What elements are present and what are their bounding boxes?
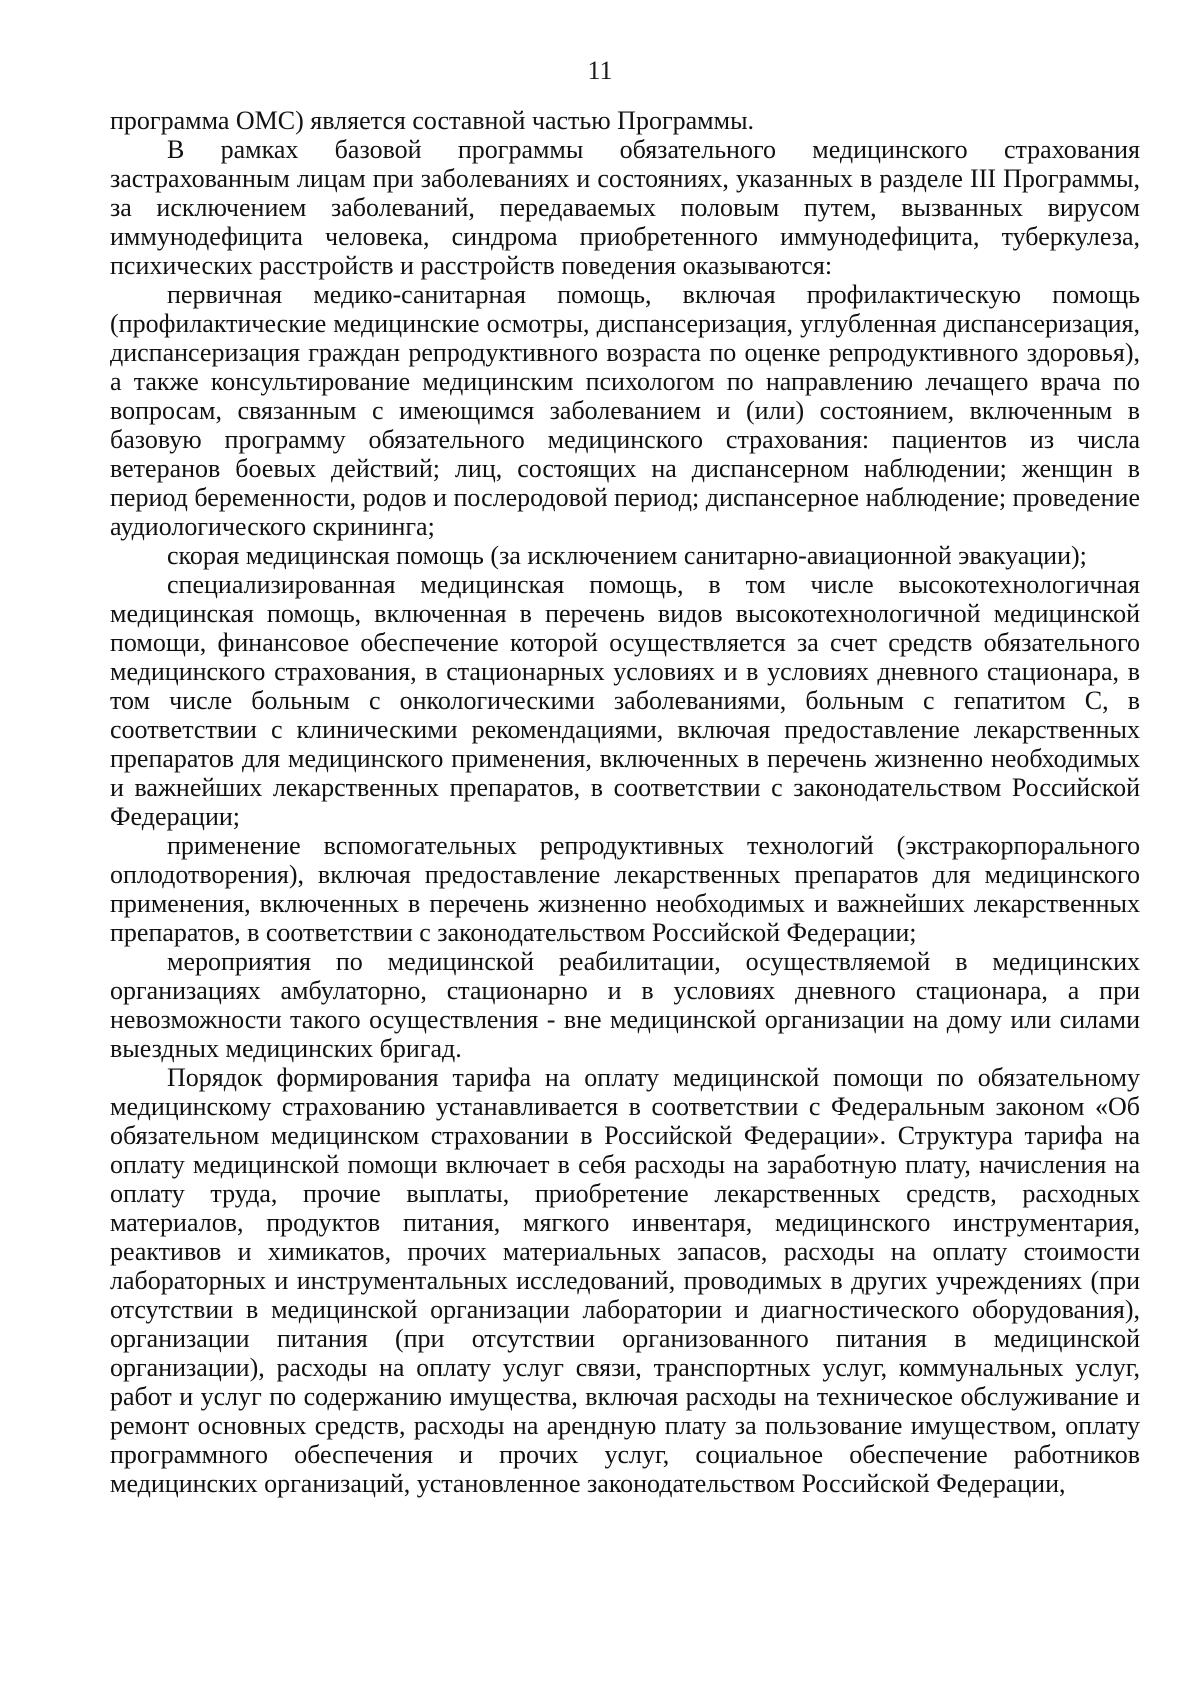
paragraph-7: мероприятия по медицинской реабилитации, осуществляемой в медицинских организациях амбулаторно, стационарно и в условиях дневного стационара, а при невозможности такого осуществления - вне медицинской организации на дому или силами выездных медицинских бригад. bbox=[110, 947, 1140, 1063]
paragraph-1: программа ОМС) является составной частью Программы. bbox=[110, 106, 755, 135]
page-number: 11 bbox=[587, 56, 613, 85]
paragraph-4: скорая медицинская помощь (за исключением санитарно-авиационной эвакуации); bbox=[167, 541, 1087, 570]
paragraph-3: первичная медико-санитарная помощь, включая профилактическую помощь (профилактические медицинские осмотры, диспансеризация, углубленная диспансеризация, диспансеризация граждан репродуктивного возраста по оценке репродуктивного здоровья), а также консультирование медицинским психологом по направлению лечащего врача по вопросам, связанным с имеющимся заболеванием и (или) состоянием, включенным в базовую программу обязательного медицинского страхования: пациентов из числа ветеранов боевых действий; лиц, состоящих на диспансерном наблюдении; женщин в период беременности, родов и послеродовой период; диспансерное наблюдение; проведение аудиологического скрининга; bbox=[110, 280, 1140, 541]
paragraph-5: специализированная медицинская помощь, в том числе высокотехнологичная медицинская помощь, включенная в перечень видов высокотехнологичной медицинской помощи, финансовое обеспечение которой осуществляется за счет средств обязательного медицинского страхования, в стационарных условиях и в условиях дневного стационара, в том числе больным с онкологическими заболеваниями, больным с гепатитом С, в соответствии с клиническими рекомендациями, включая предоставление лекарственных препаратов для медицинского применения, включенных в перечень жизненно необходимых и важнейших лекарственных препаратов, в соответствии с законодательством Российской Федерации; bbox=[110, 570, 1140, 831]
document-body bbox=[110, 106, 1140, 1498]
paragraph-8: Порядок формирования тарифа на оплату медицинской помощи по обязательному медицинскому страхованию устанавливается в соответствии с Федеральным законом «Об обязательном медицинском страховании в Российской Федерации». Структура тарифа на оплату медицинской помощи включает в себя расходы на заработную плату, начисления на оплату труда, прочие выплаты, приобретение лекарственных средств, расходных материалов, продуктов питания, мягкого инвентаря, медицинского инструментария, реактивов и химикатов, прочих материальных запасов, расходы на оплату стоимости лабораторных и инструментальных исследований, проводимых в других учреждениях (при отсутствии в медицинской организации лаборатории и диагностического оборудования), организации питания (при отсутствии организованного питания в медицинской организации), расходы на оплату услуг связи, транспортных услуг, коммунальных услуг, работ и услуг по содержанию имущества, включая расходы на техническое обслуживание и ремонт основных средств, расходы на арендную плату за пользование имуществом, оплату программного обеспечения и прочих услуг, социальное обеспечение работников медицинских организаций, установленное законодательством Российской Федерации, bbox=[110, 1063, 1140, 1498]
paragraph-2: В рамках базовой программы обязательного медицинского страхования застрахованным лицам при заболеваниях и состояниях, указанных в разделе III Программы, за исключением заболеваний, передаваемых половым путем, вызванных вирусом иммунодефицита человека, синдрома приобретенного иммунодефицита, туберкулеза, психических расстройств и расстройств поведения оказываются: bbox=[110, 135, 1140, 280]
paragraph-6: применение вспомогательных репродуктивных технологий (экстракорпорального оплодотворения), включая предоставление лекарственных препаратов для медицинского применения, включенных в перечень жизненно необходимых и важнейших лекарственных препаратов, в соответствии с законодательством Российской Федерации; bbox=[110, 831, 1140, 947]
